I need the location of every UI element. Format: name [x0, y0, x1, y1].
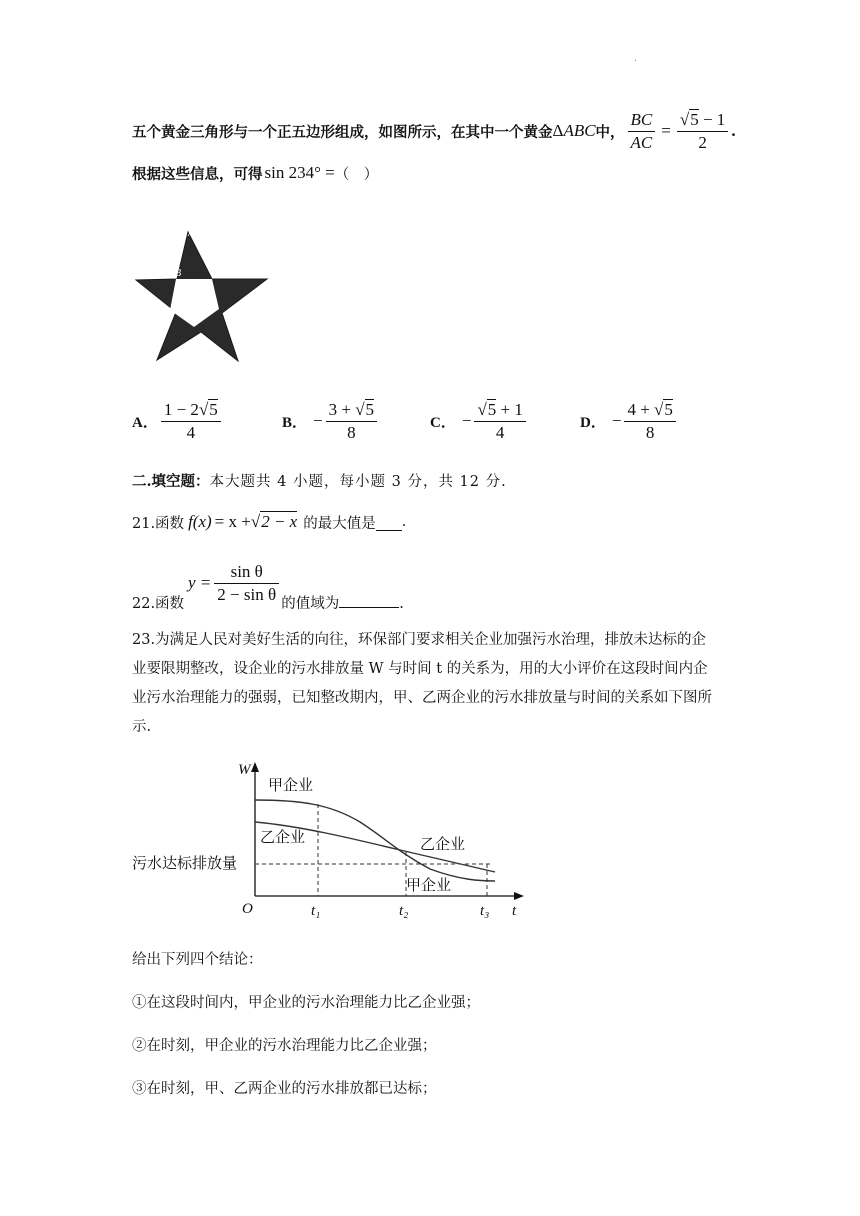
triangle-symbol: Δ — [552, 121, 564, 140]
x-axis-label: t — [512, 903, 517, 919]
section-2-header — [132, 470, 507, 491]
option-a-denominator: 4 — [186, 422, 196, 442]
option-b-numerator: 3 + √5 — [326, 399, 377, 422]
option-d-sign: − — [611, 411, 622, 430]
option-a[interactable] — [132, 396, 224, 446]
option-c-numerator: √5 + 1 — [474, 399, 525, 422]
vertex-label-a: A — [188, 228, 194, 238]
option-c-num-post: + 1 — [496, 399, 523, 419]
option-a-fraction — [161, 399, 221, 444]
emission-chart — [130, 756, 530, 921]
q21-sqrt: √2 − x — [250, 512, 298, 531]
q23-line-4: 示. — [132, 719, 152, 735]
vertex-label-b: B — [175, 268, 182, 279]
end-dot: . — [731, 121, 736, 140]
q23-line-2: 业要限期整改，设企业的污水排放量 W 与时间 t 的关系为，用的大小评价在这段时间内企 — [132, 661, 708, 677]
q21-prefix: 21.函数 — [132, 515, 185, 532]
option-b-sign: − — [313, 411, 323, 430]
label-yi-left: 乙企业 — [260, 829, 306, 846]
q22-suffix: 的值域为 — [281, 596, 340, 612]
tick-t2: t₂ — [399, 903, 409, 919]
option-d-numerator: 4 + √5 — [624, 399, 675, 422]
option-c[interactable] — [430, 396, 529, 446]
option-a-label: A． — [132, 414, 158, 431]
option-d-sqrt: 5 — [664, 399, 673, 419]
conclusion-intro: 给出下列四个结论： — [132, 952, 263, 968]
option-b-denominator: 8 — [347, 422, 356, 442]
label-jia-bottom: 甲企业 — [406, 877, 452, 894]
option-b-fraction — [326, 399, 377, 444]
option-c-sign: − — [461, 411, 472, 430]
tick-t1: t₁ — [311, 903, 321, 919]
question-star-line2 — [132, 160, 378, 186]
q22-denominator: 2 − sin θ — [217, 584, 277, 604]
conclusion-1: ①在这段时间内，甲企业的污水治理能力比乙企业强； — [132, 995, 480, 1011]
pentagram-figure — [130, 222, 280, 367]
option-b[interactable] — [282, 396, 380, 446]
q21-x-paren: (x) — [192, 512, 212, 531]
q22-y-eq: y = — [188, 573, 212, 592]
golden-ratio-fraction — [677, 109, 728, 154]
section-2-title: 二.填空题： — [132, 473, 210, 490]
option-c-label: C． — [430, 414, 456, 431]
q21-f: f — [188, 512, 193, 531]
option-c-denominator: 4 — [495, 422, 505, 442]
question-21 — [132, 507, 406, 537]
option-d-num-pre: 4 + — [627, 399, 655, 419]
option-d-denominator: 8 — [645, 422, 655, 442]
q22-numerator: sin θ — [214, 561, 279, 584]
option-b-label: B． — [282, 414, 308, 431]
q21-expr: = x + — [214, 512, 251, 531]
golden-denominator: 2 — [698, 132, 707, 152]
q22-prefix: 22.函数 — [132, 596, 185, 612]
numerator-rest: − 1 — [698, 109, 726, 129]
ratio-fraction — [628, 109, 656, 154]
option-c-sqrt: 5 — [487, 399, 497, 419]
q22-answer-blank[interactable] — [339, 593, 399, 608]
sin-expression: sin 234° = — [264, 163, 335, 182]
x-axis-arrow — [514, 892, 524, 900]
q21-suffix: 的最大值是 — [303, 515, 376, 532]
y-axis-arrow — [251, 762, 259, 772]
option-b-sqrt: 5 — [365, 399, 375, 419]
y-axis-label: W — [238, 762, 251, 778]
option-d[interactable] — [580, 396, 679, 446]
sqrt-radicand: 5 — [690, 109, 699, 129]
question-22 — [132, 592, 404, 613]
option-d-label: D． — [580, 414, 606, 431]
question-star-line1 — [132, 106, 736, 156]
triangle-abc: ABC — [563, 121, 596, 140]
origin-label: O — [242, 901, 253, 917]
answer-paren: （ ） — [334, 166, 379, 183]
option-a-num-pre: 1 − 2 — [163, 399, 199, 419]
question-text: 五个黄金三角形与一个正五边形组成，如图所示，在其中一个黄金 — [132, 123, 553, 141]
standard-label: 污水达标排放量 — [132, 855, 238, 872]
section-2-desc: 本大题共 4 小题，每小题 3 分，共 12 分. — [209, 474, 507, 490]
q21-answer-blank[interactable] — [376, 514, 402, 531]
tick-t3: t₃ — [480, 903, 490, 919]
q21-sqrt-content: 2 − x — [261, 512, 298, 531]
label-jia-top: 甲企业 — [268, 777, 314, 794]
option-a-numerator: 1 − 2√5 — [161, 399, 221, 422]
question-23 — [132, 626, 712, 742]
option-b-num-pre: 3 + — [328, 399, 356, 419]
ratio-denominator: AC — [630, 132, 653, 152]
label-yi-right: 乙企业 — [420, 836, 466, 853]
vertex-label-c: C — [212, 268, 219, 279]
question-text-zhong: 中， — [595, 123, 625, 141]
equals-sign: = — [661, 121, 671, 140]
q23-line-3: 业污水治理能力的强弱，已知整改期内，甲、乙两企业的污水排放量与时间的关系如下图所 — [132, 690, 712, 706]
option-c-fraction — [474, 399, 525, 444]
option-a-sqrt: 5 — [209, 399, 218, 419]
golden-numerator: √5 − 1 — [677, 109, 728, 132]
q22-end: . — [399, 596, 404, 612]
header-dot: · — [634, 56, 638, 67]
ratio-numerator: BC — [628, 109, 656, 132]
option-d-fraction — [624, 399, 675, 444]
q21-end: . — [401, 514, 407, 530]
conclusion-2: ②在时刻，甲企业的污水治理能力比乙企业强； — [132, 1038, 437, 1054]
q23-line-1: 23.为满足人民对美好生活的向往，环保部门要求相关企业加强污水治理，排放未达标的企 — [132, 632, 707, 648]
question-line2-text: 根据这些信息，可得 — [132, 165, 263, 183]
conclusion-3: ③在时刻，甲、乙两企业的污水排放都已达标； — [132, 1081, 437, 1097]
